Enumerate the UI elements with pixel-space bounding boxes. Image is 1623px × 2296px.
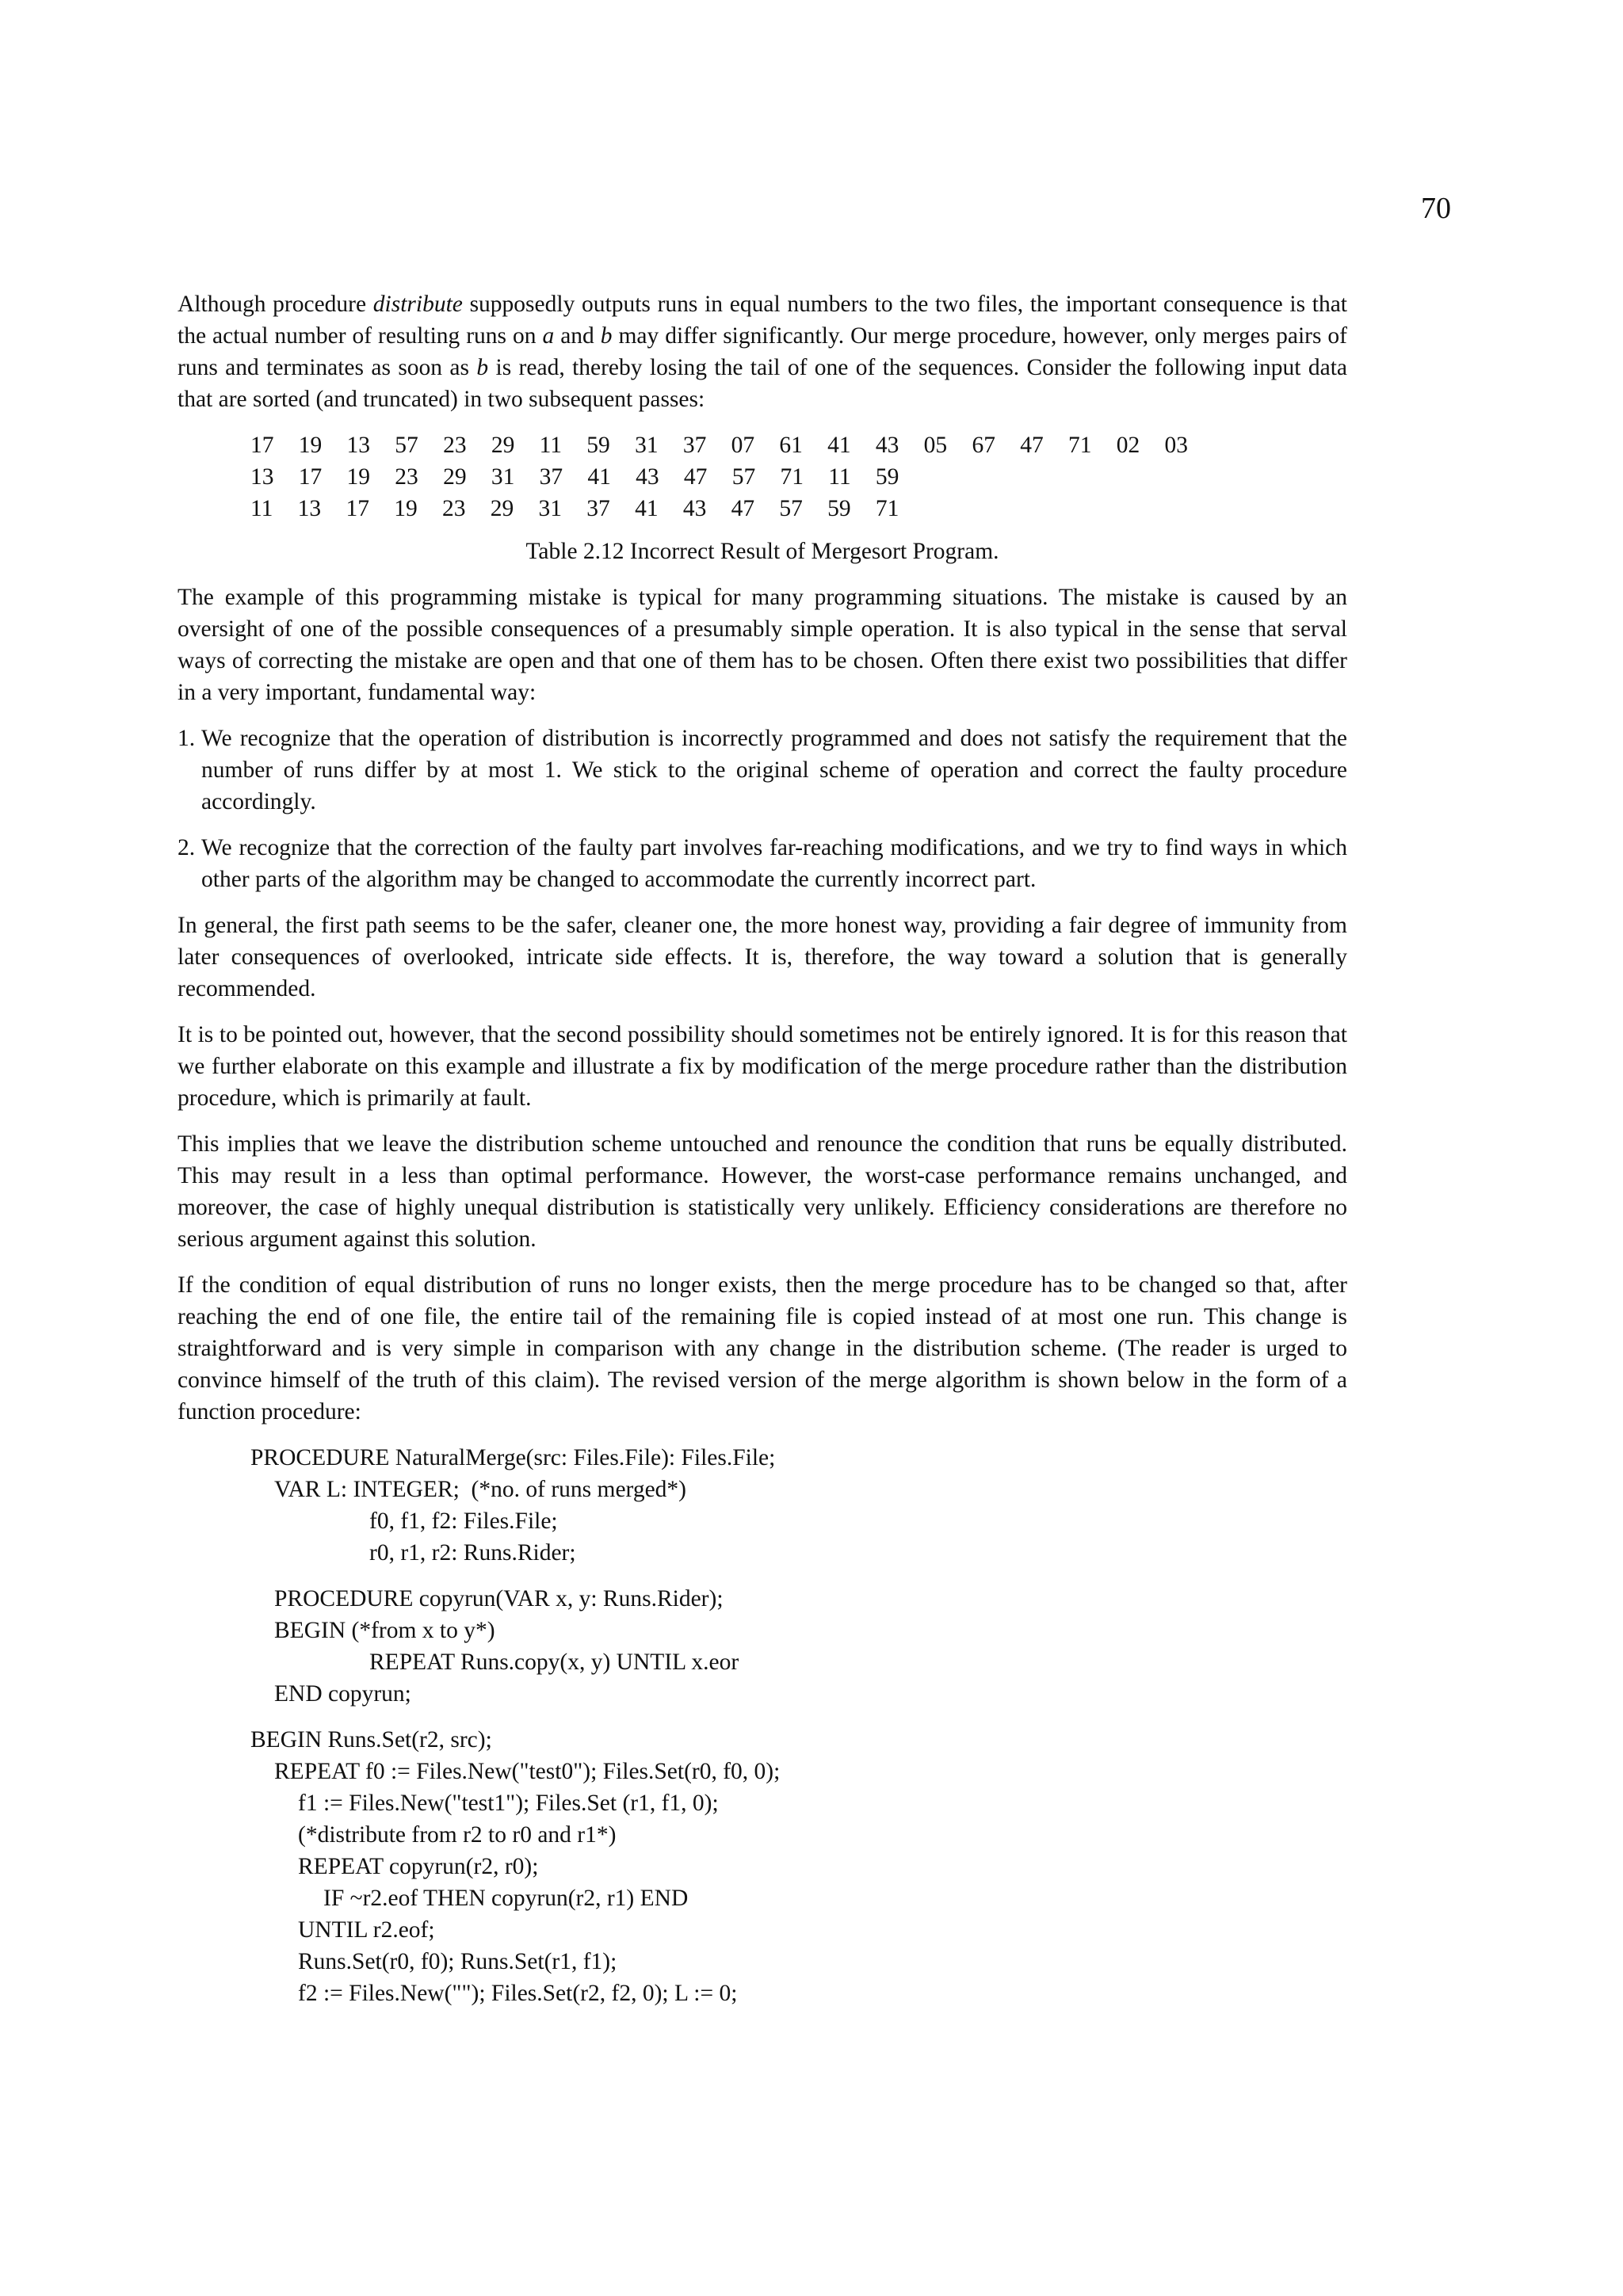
code-line: BEGIN Runs.Set(r2, src); [250,1727,492,1753]
italic-var-b: b [600,323,613,349]
paragraph-distribution-scheme: This implies that we leave the distribution scheme untouched and renounce the condition that runs be equally distributed. This may result in a less than optimal performance. However, the worst-case performance remains unchanged, and moreover, the case of highly unequal distribution is statistically very unlikely. Efficiency considerations are therefore no serious argument against this solution. [178,1131,1347,1252]
code-line: REPEAT Runs.copy(x, y) UNTIL x.eor [369,1650,739,1675]
paragraph-first-path: In general, the first path seems to be the safer, cleaner one, the more honest way, providing a fair degree of immunity from later consequences of overlooked, intricate side effects. It is, therefore, the way toward a solution that is generally recommended. [178,913,1347,1001]
data-row-pass2: 11 13 17 19 23 29 31 37 41 43 47 57 59 71 [250,496,899,521]
code-line: r0, r1, r2: Runs.Rider; [369,1540,576,1566]
code-line: (*distribute from r2 to r0 and r1*) [298,1822,617,1848]
text-run: supposedly outputs runs in equal numbers to the two files, the important consequence is that the actual number of resulting runs on [178,292,1347,349]
code-line: f0, f1, f2: Files.File; [369,1508,558,1534]
list-number: 2. [178,835,196,860]
table-caption: Table 2.12 Incorrect Result of Mergesort Program. [525,539,999,564]
code-line: PROCEDURE copyrun(VAR x, y: Runs.Rider); [274,1586,724,1611]
code-spacer [250,1710,1347,1724]
code-spacer [250,1569,1347,1583]
code-line: END copyrun; [274,1681,411,1707]
code-line: PROCEDURE NaturalMerge(src: Files.File): Files.File; [250,1445,776,1470]
italic-var-b: b [476,355,489,380]
code-line: f2 := Files.New(""); Files.Set(r2, f2, 0); L := 0; [298,1981,738,2006]
text-run: is read, thereby losing the tail of one of the sequences. Consider the following input data that are sorted (and truncated) in two subsequent passes: [178,355,1347,412]
data-row-input: 17 19 13 57 23 29 11 59 31 37 07 61 41 43 05 67 47 71 02 03 [250,433,1189,458]
list-text: We recognize that the operation of distribution is incorrectly programmed and does not satisfy the requirement that the number of runs differ by at most 1. We stick to the original scheme of operation and correct the faulty procedure accordingly. [201,726,1347,814]
text-run: may differ significantly. Our merge procedure, however, only merges pairs of runs and terminates as soon as [178,323,1347,380]
italic-term-distribute: distribute [372,292,463,317]
paragraph-distribute-issue [178,288,1347,415]
list-text: We recognize that the correction of the faulty part involves far-reaching modifications, and we try to find ways in which other parts of the algorithm may be changed to accommodate the currently incorrect part. [201,835,1347,892]
code-line: UNTIL r2.eof; [298,1917,435,1943]
list-item-1 [178,723,1347,818]
text-run: Although procedure [178,292,373,317]
paragraph-programming-mistake: The example of this programming mistake is typical for many programming situations. The mistake is caused by an oversight of one of the possible consequences of a presumably simple operation. It is also typical in the sense that serval ways of correcting the mistake are open and that one of them has to be chosen. Often there exist two possibilities that differ in a very important, fundamental way: [178,585,1347,705]
input-data-table [250,429,1347,524]
code-line: REPEAT f0 := Files.New("test0"); Files.Set(r0, f0, 0); [274,1759,781,1784]
text-run: and [554,323,601,349]
page-body [178,288,1347,2009]
list-item-2 [178,832,1347,895]
code-listing [250,1442,1347,2009]
code-line: IF ~r2.eof THEN copyrun(r2, r1) END [323,1886,689,1911]
code-line: Runs.Set(r0, f0); Runs.Set(r1, f1); [298,1949,617,1974]
code-line: VAR L: INTEGER; (*no. of runs merged*) [274,1477,687,1502]
list-number: 1. [178,726,196,751]
paragraph-second-possibility: It is to be pointed out, however, that the second possibility should sometimes not be entirely ignored. It is for this reason that we further elaborate on this example and illustrate a fix by modification of the merge procedure rather than the distribution procedure, which is primarily at fault. [178,1022,1347,1111]
code-line: REPEAT copyrun(r2, r0); [298,1854,539,1879]
paragraph-revised-merge: If the condition of equal distribution of runs no longer exists, then the merge procedure has to be changed so that, after reaching the end of one file, the entire tail of the remaining file is copied instead of at most one run. This change is straightforward and is very simple in comparison with any change in the distribution scheme. (The reader is urged to convince himself of the truth of this claim). The revised version of the merge algorithm is shown below in the form of a function procedure: [178,1272,1347,1425]
code-line: BEGIN (*from x to y*) [274,1618,495,1643]
italic-var-a: a [542,323,555,349]
data-row-pass1: 13 17 19 23 29 31 37 41 43 47 57 71 11 59 [250,464,899,490]
code-line: f1 := Files.New("test1"); Files.Set (r1, f1, 0); [298,1791,719,1816]
page-number: 70 [1421,192,1451,225]
